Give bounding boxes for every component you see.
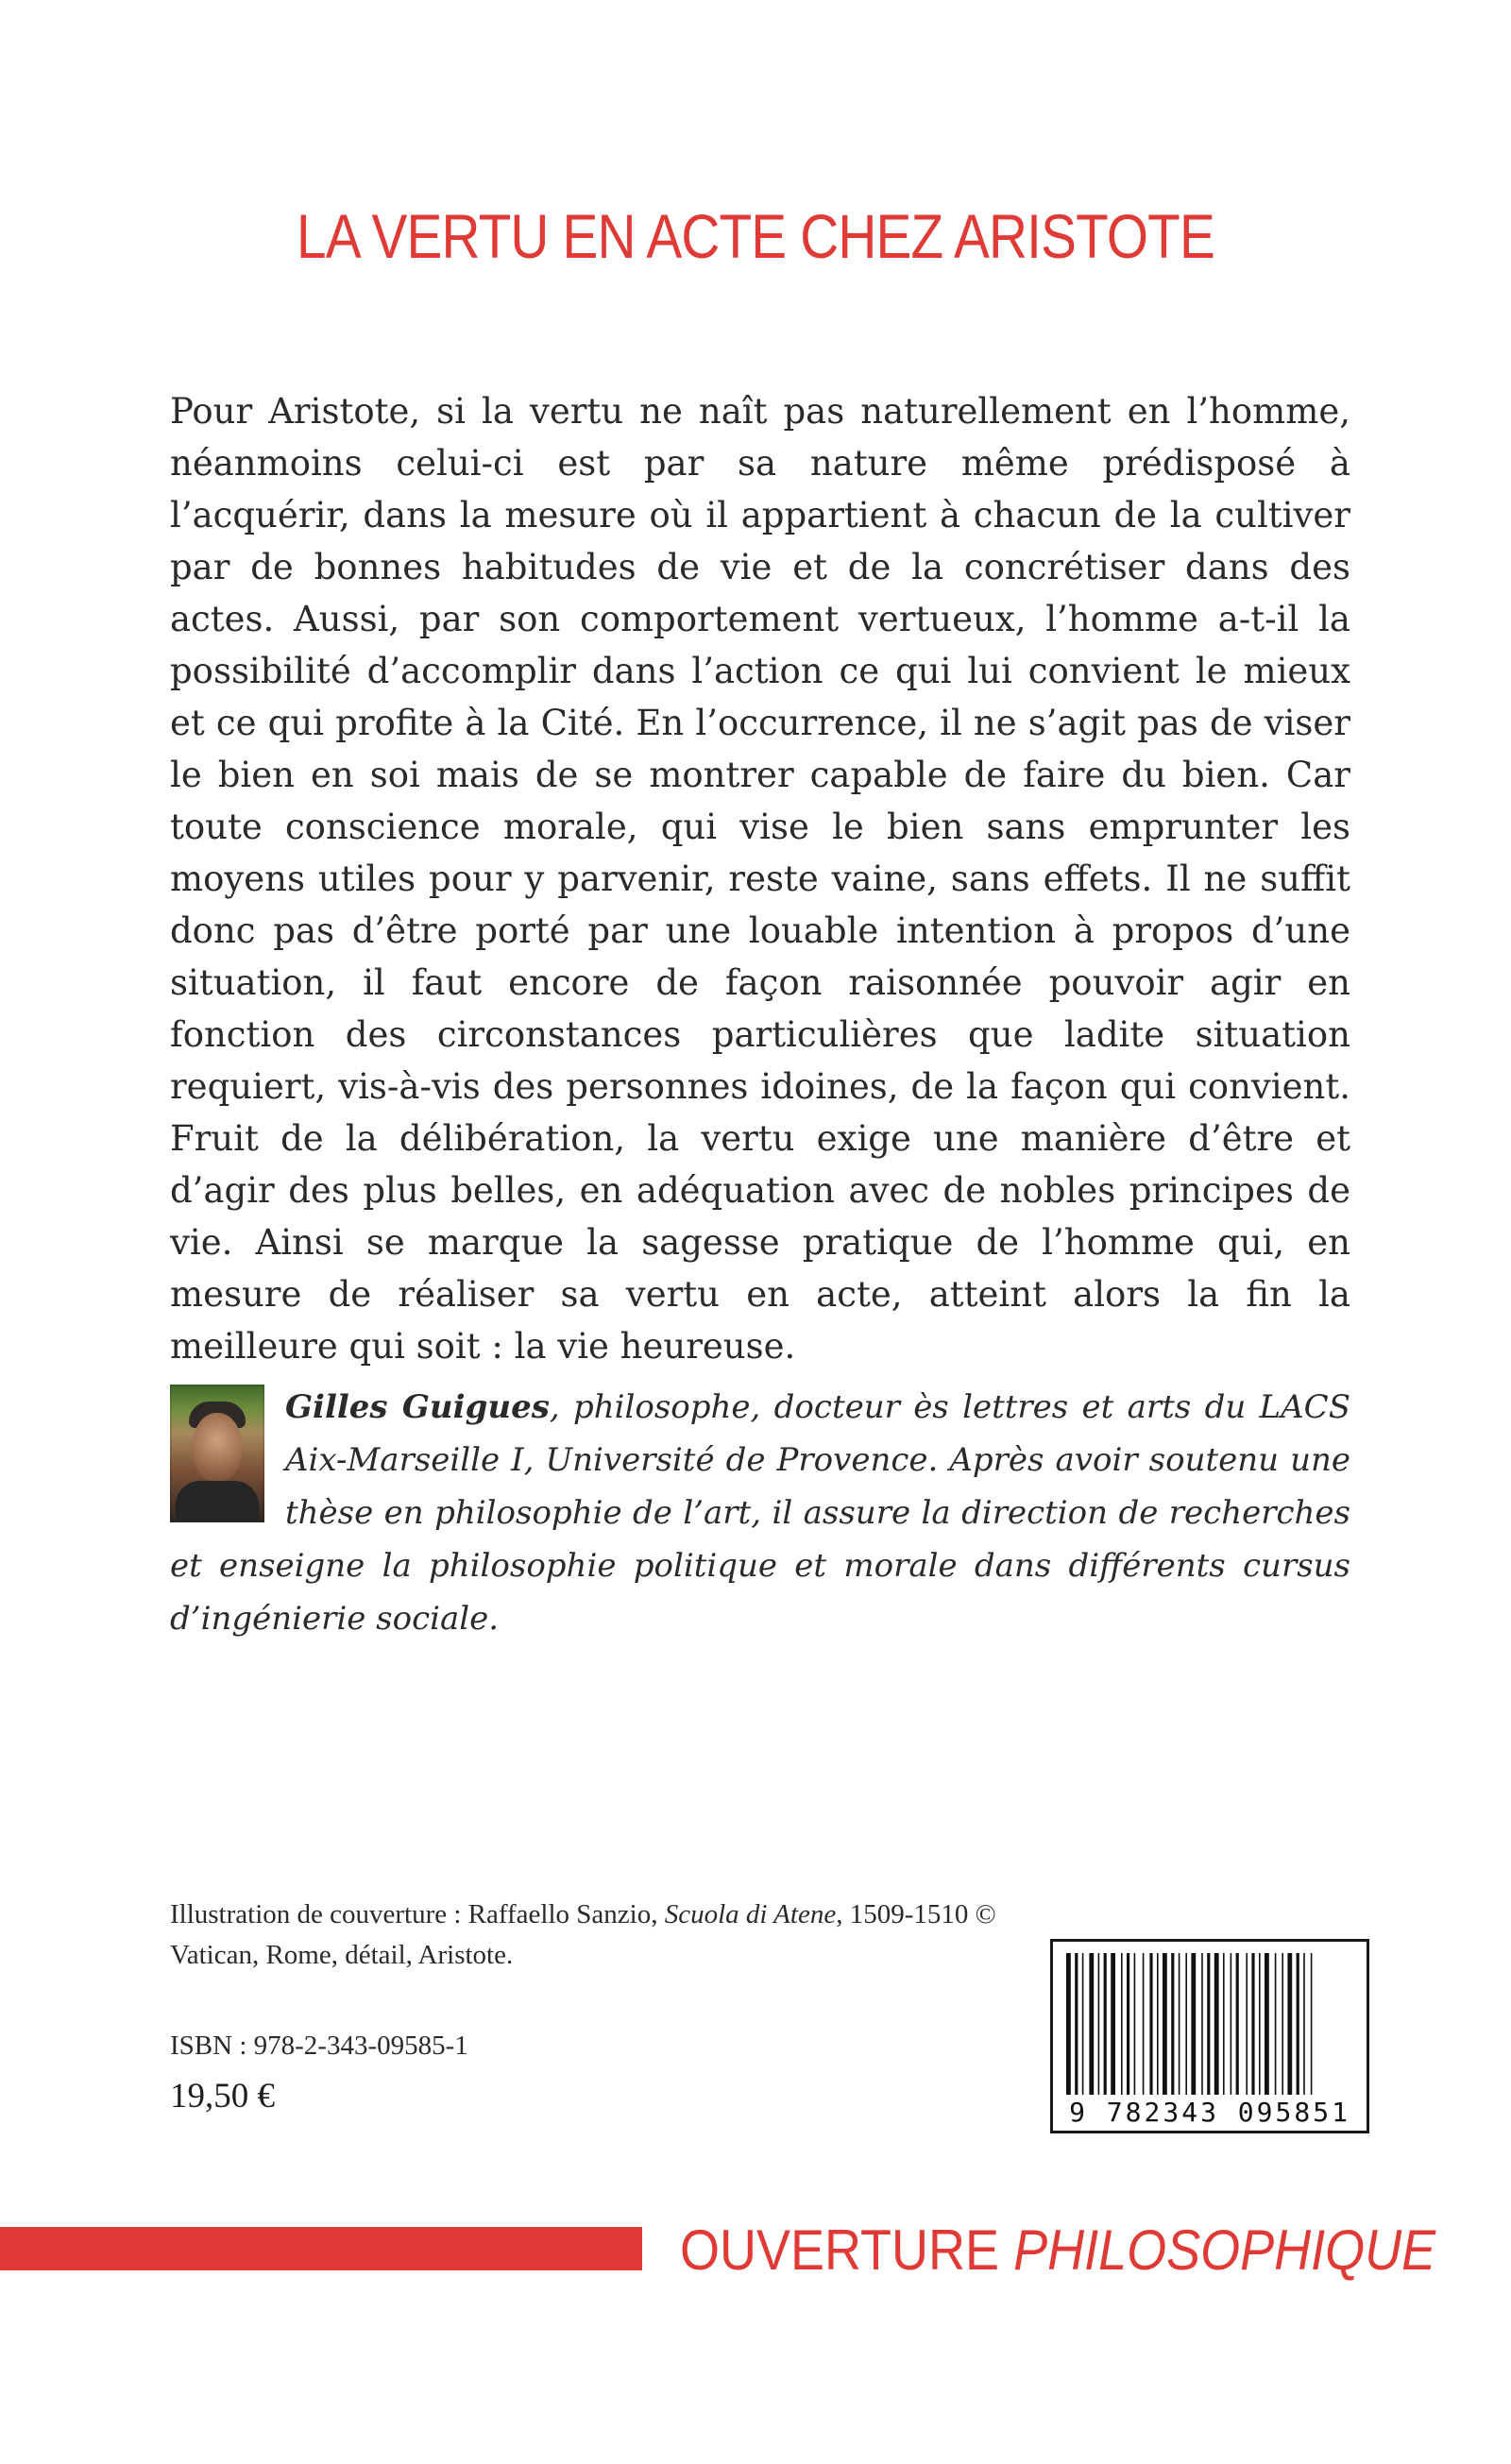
accent-bar — [0, 2227, 642, 2270]
author-face — [193, 1413, 242, 1481]
barcode-bar — [1157, 1953, 1159, 2095]
barcode-bar — [1179, 1953, 1180, 2095]
credit-prefix: Illustration de couverture : Raffaello Sanzio, — [170, 1899, 665, 1929]
author-portrait-icon — [170, 1385, 264, 1522]
author-shirt — [176, 1481, 259, 1522]
barcode-bar — [1075, 1953, 1078, 2095]
barcode-bar — [1236, 1953, 1239, 2095]
barcode-bar — [1121, 1953, 1123, 2095]
price: 19,50 € — [170, 2077, 275, 2116]
barcode-bar — [1223, 1953, 1225, 2095]
barcode-bar — [1265, 1953, 1269, 2095]
book-title: LA VERTU EN ACTE CHEZ ARISTOTE — [297, 201, 1214, 271]
isbn: ISBN : 978-2-343-09585-1 — [170, 2031, 468, 2061]
barcode-bar — [1275, 1953, 1277, 2095]
barcode-bar — [1287, 1953, 1292, 2095]
barcode-bar — [1231, 1953, 1232, 2095]
barcode-bar — [1207, 1953, 1210, 2095]
author-block — [170, 1381, 1350, 1645]
barcode-bar — [1089, 1953, 1094, 2095]
barcode-bar — [1191, 1953, 1196, 2095]
barcode-bar — [1149, 1953, 1152, 2095]
barcode-bar — [1311, 1953, 1313, 2095]
barcode-bar — [1214, 1953, 1219, 2095]
author-name: Gilles Guigues — [285, 1388, 550, 1426]
barcode-bar — [1246, 1953, 1248, 2095]
barcode-bar — [1282, 1953, 1283, 2095]
barcode-bar — [1066, 1953, 1071, 2095]
barcode-bar — [1082, 1953, 1084, 2095]
barcode-bar — [1251, 1953, 1254, 2095]
barcode-bar — [1143, 1953, 1145, 2095]
collection-part-2: PHILOSOPHIQUE — [1013, 2218, 1436, 2282]
author-bio — [170, 1381, 1350, 1645]
barcode-bar — [1303, 1953, 1305, 2095]
author-bio-text: , philosophe, docteur ès lettres et arts du LACS Aix-Marseille I, Université de Provence. Après avoir soutenu une thèse en philosophie de l’art, il assure la direction de recherches et enseigne la philosophie politique et morale dans différents cursus d’ingénierie sociale. — [170, 1388, 1350, 1638]
credit-suffix: , 1509-1510 © Vatican, Rome, détail, Aristote. — [170, 1899, 996, 1970]
barcode-bar — [1297, 1953, 1299, 2095]
barcode — [1050, 1939, 1369, 2133]
credit-work: Scuola di Atene — [664, 1899, 837, 1929]
illustration-credit — [170, 1895, 1020, 1976]
barcode-bar — [1104, 1953, 1107, 2095]
barcode-bar — [1098, 1953, 1100, 2095]
barcode-bar — [1259, 1953, 1261, 2095]
book-summary: Pour Aristote, si la vertu ne naît pas naturellement en l’homme, néanmoins celui-ci est par sa nature même prédisposé à l’acquérir, dans la mesure où il appartient à chacun de la cultiver par de bonnes habitudes de vie et de la concrétiser dans des actes. Aussi, par son comportement vertueux, l’homme a-t-il la possibilité d’accomplir dans l’action ce qui lui convient le mieux et ce qui profite à la Cité. En l’occurrence, il ne s’agit pas de viser le bien en soi mais de se montrer capable de faire du bien. Car toute conscience morale, qui vise le bien sans emprunter les moyens utiles pour y parvenir, reste vaine, sans effets. Il ne suffit donc pas d’être porté par une louable intention à propos d’une situation, il faut encore de façon raisonnée pouvoir agir en fonction des circonstances particulières que ladite situation requiert, vis-à-vis des personnes idoines, de la façon qui convient. Fruit de la délibération, la vertu exige une manière d’être et d’agir des plus belles, en adéquation avec de nobles principes de vie. Ainsi se marque la sagesse pratique de l’homme qui, en mesure de réaliser sa vertu en acte, atteint alors la fin la meilleure qui soit : la vie heureuse. — [170, 391, 1350, 1367]
collection-part-1: OUVERTURE — [680, 2218, 1014, 2282]
barcode-number: 9 782343 095851 — [1069, 2097, 1350, 2128]
collection-name — [680, 2218, 1436, 2283]
barcode-bar — [1171, 1953, 1174, 2095]
barcode-bar — [1134, 1953, 1136, 2095]
barcode-bar — [1185, 1953, 1187, 2095]
barcode-bar — [1127, 1953, 1129, 2095]
barcode-bar — [1111, 1953, 1115, 2095]
barcode-bar — [1201, 1953, 1203, 2095]
barcode-bar — [1163, 1953, 1167, 2095]
